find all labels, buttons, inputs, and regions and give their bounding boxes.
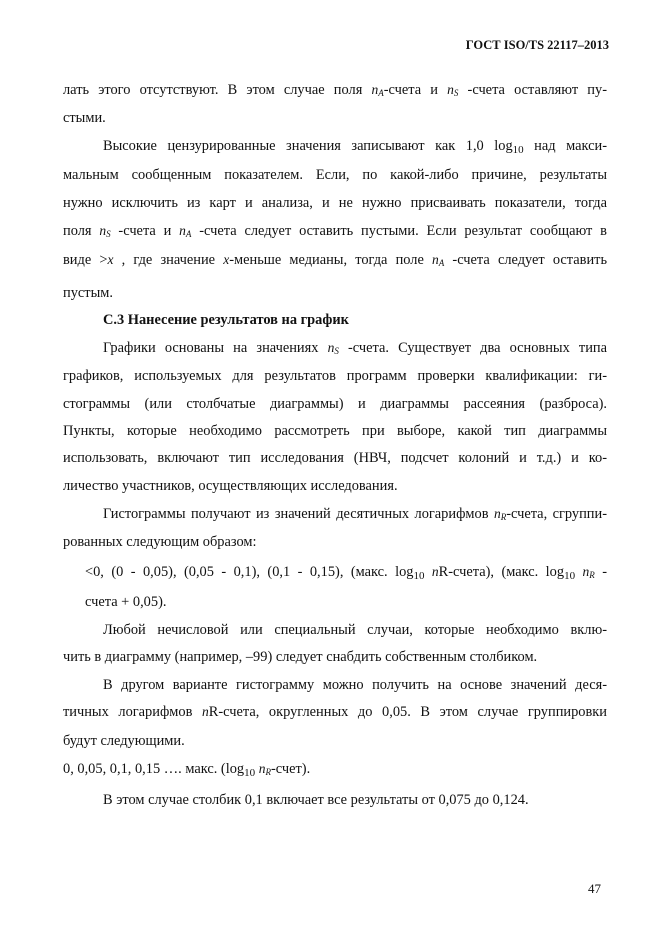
variable-nS: $n_S$ <box>327 340 339 356</box>
text-line: счета + 0,05). <box>85 594 167 610</box>
text-line: личество участников, осуществляющих исследования. <box>63 478 398 494</box>
text-line: 0, 0,05, 0,1, 0,15 …. макс. ($\log_{10}$ $n_R-счет$). <box>63 761 311 779</box>
text-line: <0, (0 - 0,05), (0,05 - 0,1), (0,1 - 0,15), (макс. $\log_{10}$ nR-счета), (макс. $\log_{10} n_R$ - <box>85 564 607 582</box>
text-line: тичных логарифмов nR-счета, округленных до 0,05. В этом случае группировки <box>63 704 607 720</box>
variable-nS: $n_S$ <box>447 82 459 98</box>
page-number: 47 <box>588 881 601 896</box>
text-line: поля $n_S$ -счета и $n_A$ -счета следует оставить пустыми. Если результат сообщают в <box>63 223 607 239</box>
variable-nS: $n_S$ <box>99 223 111 239</box>
text-line: виде >x , где значение x-меньше медианы, тогда поле $n_A$ -счета следует оставить <box>63 252 608 268</box>
variable-nA: $n_A$ <box>371 82 384 98</box>
variable-nR: $n_R$ <box>582 564 595 580</box>
text-line: графиков, используемых для результатов программ проверки квалификации: ги- <box>63 368 607 384</box>
document-header: ГОСТ ISO/TS 22117–2013 <box>465 38 609 52</box>
variable-nR: $n_R$ <box>493 506 507 522</box>
variable-nA: $n_A$ <box>179 223 192 239</box>
text-line: В этом случае столбик 0,1 включает все результаты от 0,075 до 0,124. <box>103 792 529 808</box>
text-line: Пункты, которые необходимо рассмотреть при выборе, какой тип диаграммы <box>63 423 607 439</box>
text-line: Высокие цензурированные значения записывают как 1,0 $\log_{10}$ над макси- <box>103 138 607 156</box>
section-heading: С.3 Нанесение результатов на график <box>103 312 349 328</box>
text-line: Гистограммы получают из значений десятичных логарифмов $n_R$-счета, сгруппи- <box>103 506 608 522</box>
text-line: рованных следующим образом: <box>63 534 257 550</box>
text-line: Любой нечисловой или специальный случаи, которые необходимо вклю- <box>103 622 607 638</box>
text-line: мальным сообщенным показателем. Если, по какой-либо причине, результаты <box>63 167 607 183</box>
text-line: использовать, включают тип исследования (НВЧ, подсчет колоний и т.д.) и ко- <box>63 450 607 466</box>
text-line: пустым. <box>63 285 113 301</box>
text-line: стограммы (или столбчатые диаграммы) и диаграммы рассеяния (разброса). <box>63 396 607 412</box>
variable-nR: $n_R$ <box>258 761 271 777</box>
text-line: чить в диаграмму (например, –99) следует снабдить собственным столбиком. <box>63 649 538 665</box>
text-line: В другом варианте гистограмму можно получить на основе значений деся- <box>103 677 607 693</box>
text-line: лать этого отсутствуют. В этом случае поля $n_A$-счета и $n_S$ -счета оставляют пу- <box>63 82 607 98</box>
text-line: нужно исключить из карт и анализа, и не нужно присваивать показатели, тогда <box>63 195 607 211</box>
text-line: стыми. <box>63 110 106 126</box>
text-line: будут следующими. <box>63 733 185 749</box>
text-line: Графики основаны на значениях $n_S$ -счета. Существует два основных типа <box>103 340 608 356</box>
variable-nA: $n_A$ <box>432 252 445 268</box>
